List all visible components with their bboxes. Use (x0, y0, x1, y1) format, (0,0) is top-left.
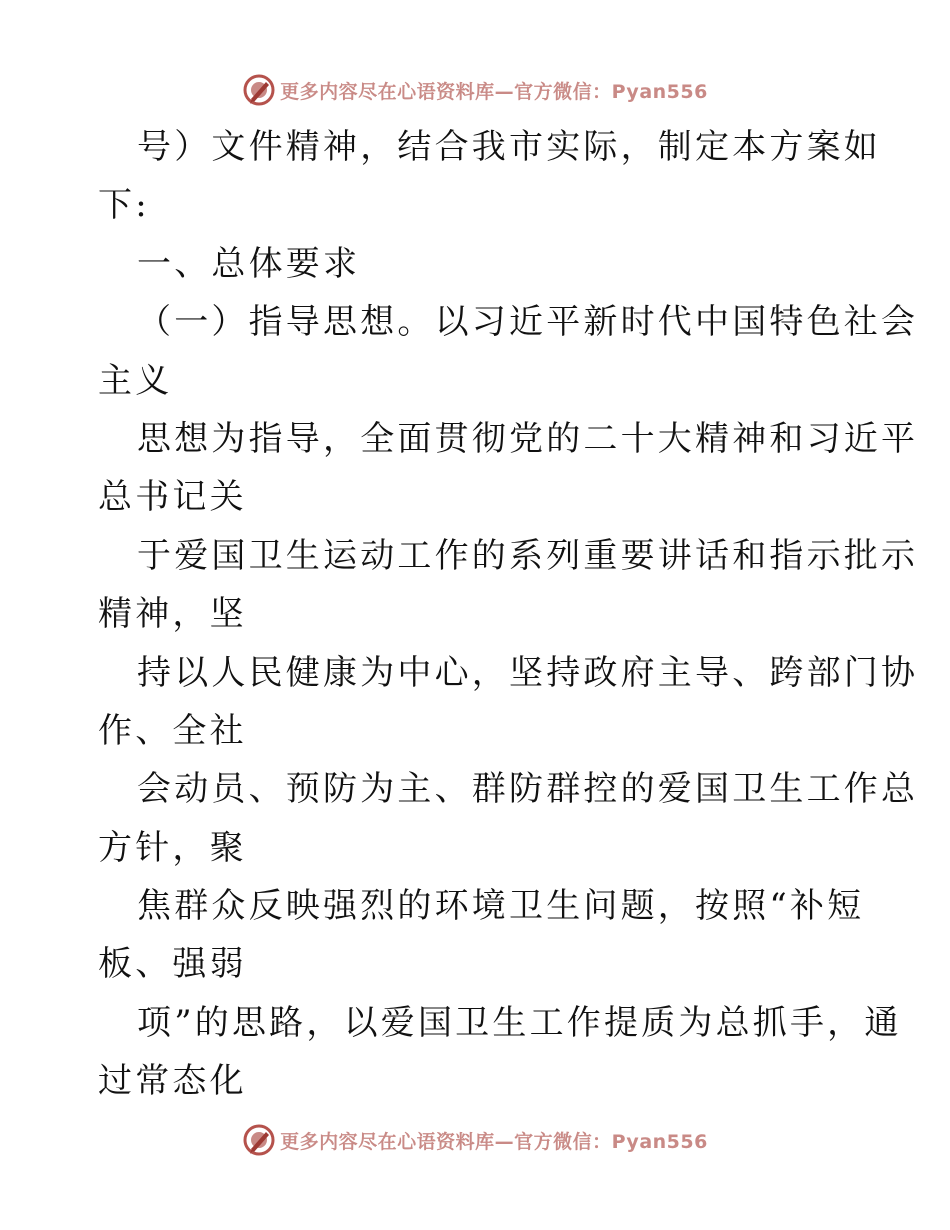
paragraph-line: （一）指导思想。以习近平新时代中国特色社会 (137, 302, 919, 343)
paragraph-line: 过常态化 (98, 1061, 247, 1102)
paragraph-line: 项”的思路，以爱国卫生工作提质为总抓手，通 (137, 1002, 902, 1043)
paragraph-line: 焦群众反映强烈的环境卫生问题，按照“补短 (137, 886, 865, 927)
paragraph-line: 方针，聚 (98, 827, 247, 868)
paragraph-line: 精神，坚 (98, 594, 247, 635)
paragraph-line: 思想为指导，全面贯彻党的二十大精神和习近平 (137, 418, 919, 459)
paragraph-line: 会动员、预防为主、群防群控的爱国卫生工作总 (137, 769, 919, 810)
paragraph-line: 板、强弱 (98, 944, 247, 985)
paragraph-line: 于爱国卫生运动工作的系列重要讲话和指示批示 (137, 535, 919, 576)
paragraph-line: 总书记关 (98, 477, 247, 518)
pen-nib-seal-icon (242, 73, 276, 107)
section-heading: 一、总体要求 (137, 243, 361, 284)
paragraph-line: 号）文件精神，结合我市实际，制定本方案如 (137, 127, 881, 167)
pen-nib-seal-icon (242, 1123, 276, 1157)
watermark-text: 更多内容尽在心语资料库—官方微信：Pyan556 (280, 1130, 708, 1153)
paragraph-line: 持以人民健康为中心，坚持政府主导、跨部门协 (137, 652, 919, 693)
paragraph-line: 下: (98, 185, 150, 226)
document-body (0, 118, 950, 1111)
paragraph-line: 主义 (98, 360, 173, 401)
header-watermark (0, 70, 950, 110)
watermark-text: 更多内容尽在心语资料库—官方微信：Pyan556 (280, 80, 708, 103)
paragraph-line: 作、全社 (98, 710, 247, 751)
footer-watermark (0, 1120, 950, 1160)
